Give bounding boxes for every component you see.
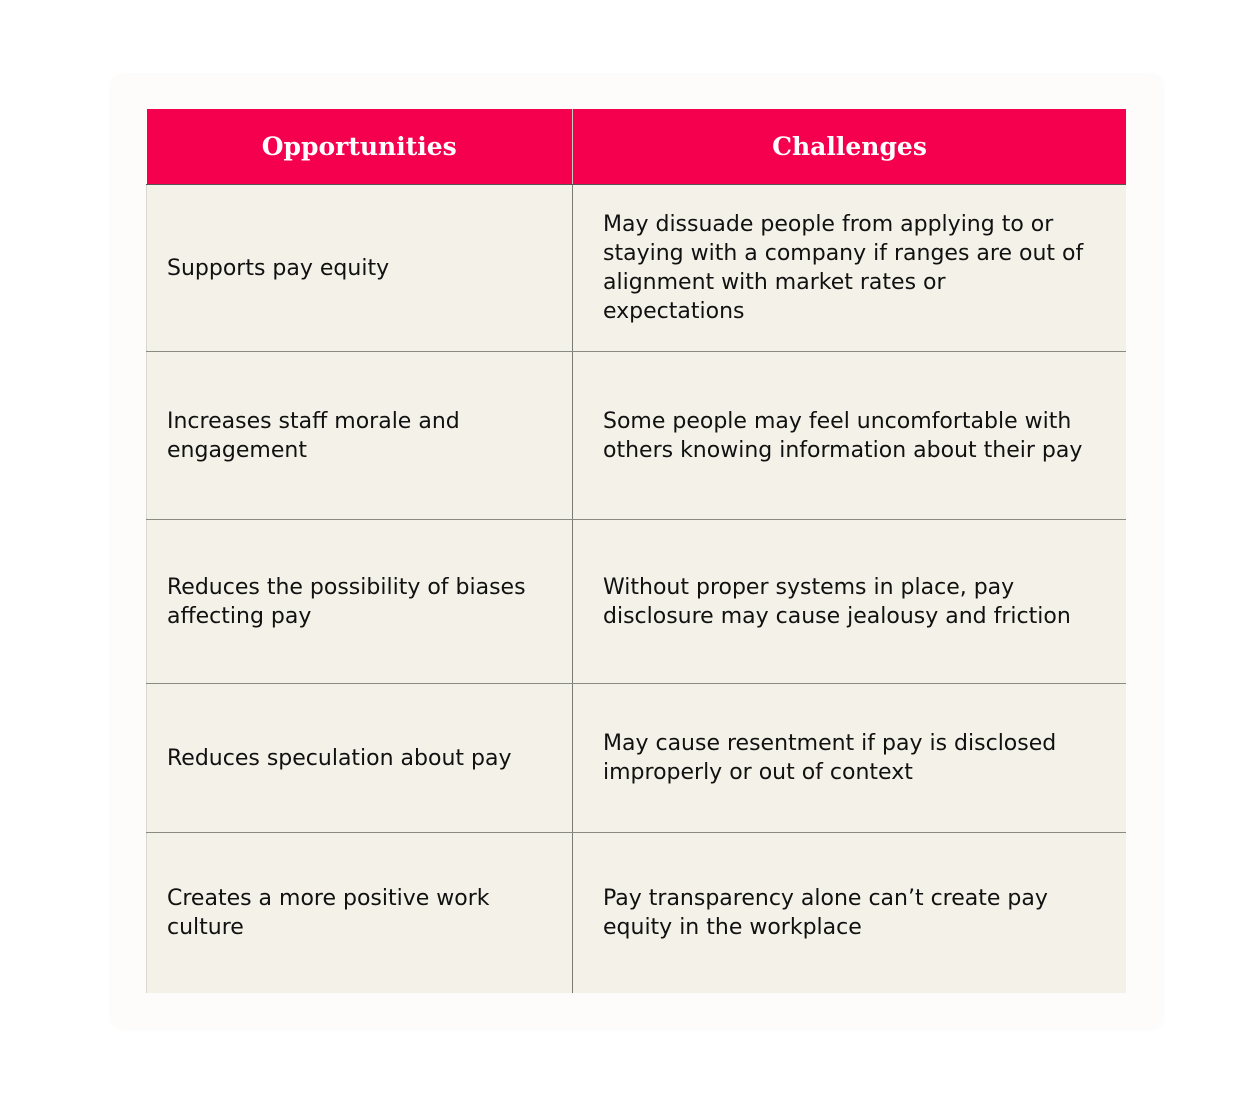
header-challenges: Challenges <box>573 109 1127 185</box>
table-row <box>147 352 1127 520</box>
challenge-cell: May dissuade people from applying to or staying with a company if ranges are out of alignment with market rates or expectations <box>573 185 1127 352</box>
header-opportunities: Opportunities <box>147 109 573 185</box>
table-row <box>147 185 1127 352</box>
table-row <box>147 833 1127 994</box>
challenge-cell: Pay transparency alone can’t create pay equity in the workplace <box>573 833 1127 994</box>
table-row <box>147 520 1127 684</box>
comparison-table-container <box>146 109 1126 993</box>
opportunities-challenges-table <box>146 109 1126 993</box>
table-header-row <box>147 109 1127 185</box>
opportunity-cell: Reduces the possibility of biases affecting pay <box>147 520 573 684</box>
challenge-cell: May cause resentment if pay is disclosed improperly or out of context <box>573 684 1127 833</box>
opportunity-cell: Creates a more positive work culture <box>147 833 573 994</box>
opportunity-cell: Reduces speculation about pay <box>147 684 573 833</box>
opportunity-cell: Supports pay equity <box>147 185 573 352</box>
challenge-cell: Some people may feel uncomfortable with others knowing information about their pay <box>573 352 1127 520</box>
table-row <box>147 684 1127 833</box>
opportunity-cell: Increases staff morale and engagement <box>147 352 573 520</box>
challenge-cell: Without proper systems in place, pay disclosure may cause jealousy and friction <box>573 520 1127 684</box>
